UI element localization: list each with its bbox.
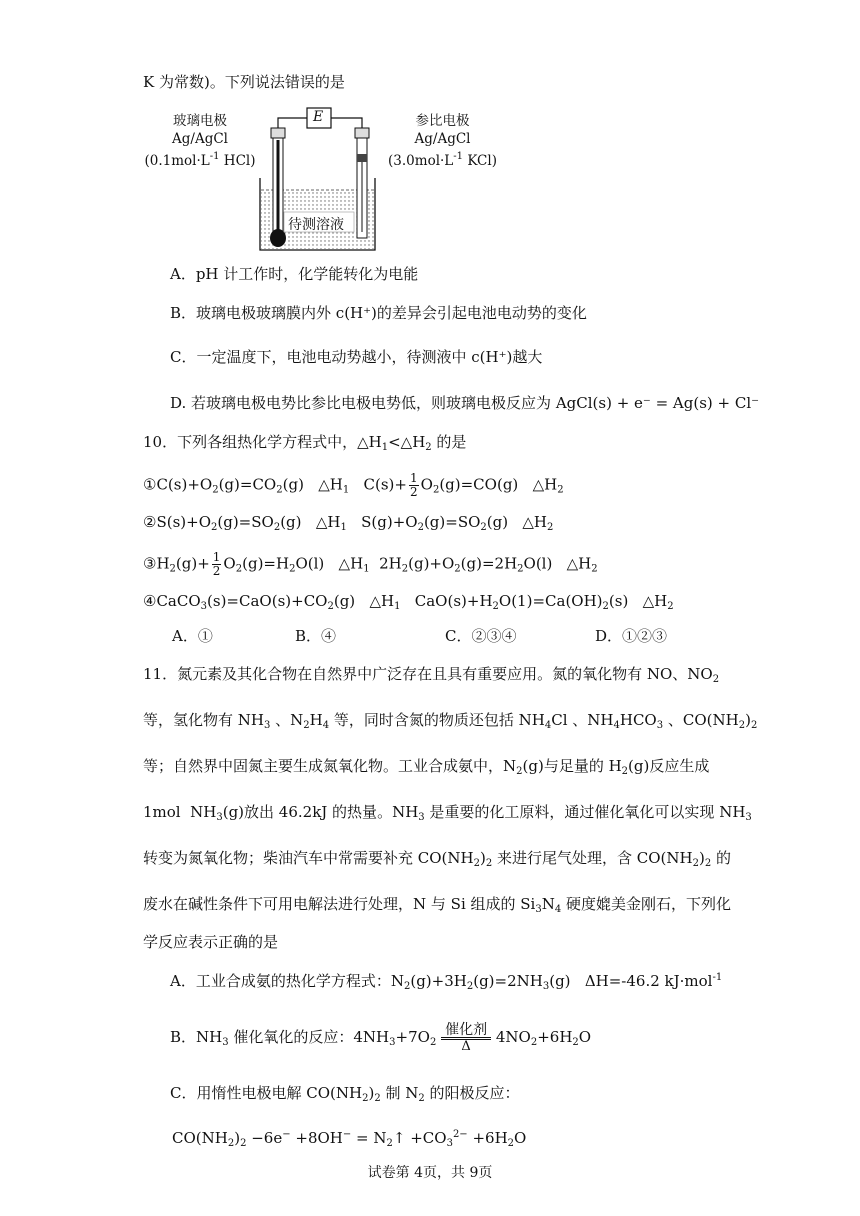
q11-line-2: 等，氢化物有 $NH_3$ 、$N_2H_4$ 等，同时含氮的物质还包括 $NH_4Cl$ 、$NH_4HCO_3$ 、$CO(NH_2)_2$ xyxy=(143,711,758,731)
q9-option-a: A．pH 计工作时，化学能转化为电能 xyxy=(170,265,419,283)
reference-electrode-label: 参比电极 Ag/AgCl ($3.0mol\cdot L^{-1}$ KCl) xyxy=(388,113,497,169)
q9-option-c: C．一定温度下，电池电动势越小，待测液中 c(H⁺)越大 xyxy=(170,348,543,366)
catalyst-arrow: 催化剂 Δ xyxy=(441,1023,491,1054)
q11-line-4: 1mol $NH_3(g)$放出 46.2kJ 的热量。$NH_3$ 是重要的化工原料，通过催化氧化可以实现 $NH_3$ xyxy=(143,803,752,823)
q10-row-2: $②S(s)+O_2(g)=SO_2(g)$ $\triangle H_1$ $S(g)+O_2(g)=SO_2(g)$ $\triangle H_2$ xyxy=(143,513,554,533)
q9-option-d: D. 若玻璃电极电势比参比电极电势低，则玻璃电极反应为 AgCl(s) + e⁻ = Ag(s) + Cl⁻ xyxy=(170,394,760,412)
q11-option-a: A．工业合成氨的热化学方程式：$N_2(g)+3H_2(g)=2NH_3(g)$ ΔH=-46.2 kJ·mol$^{-1}$ xyxy=(170,972,723,992)
q11-option-c: C．用惰性电极电解 $CO(NH_2)_2$ 制 $N_2$ 的阳极反应： xyxy=(170,1084,520,1104)
q10-row-3: $③H_2(g)+$ $\frac{1}{2}$ $O_2(g)=H_2O(l)$ $\triangle H_1$ $2H_2(g)+O_2(g)=2H_2O(l)$ $\triangle H_2$ xyxy=(143,550,598,578)
q11-line-1: 11．氮元素及其化合物在自然界中广泛存在且具有重要应用。氮的氧化物有 NO、$NO_2$ xyxy=(143,665,720,685)
q11-option-c-equation: $CO(NH_2)_2 -6e^- +8OH^-$ = $N_2↑ +CO_3^{2-} +6H_2O$ xyxy=(172,1129,527,1149)
solution-label: 待测溶液 xyxy=(288,217,344,233)
q10-row-1: $①C(s)+O_2(g)=CO_2(g)$ $\triangle H_1$ C(s)+ $\frac{1}{2}$ $O_2(g)=CO(g)$ $\triangle H_2$ xyxy=(143,471,564,499)
q9-option-b: B．玻璃电极玻璃膜内外 c(H⁺)的差异会引起电池电动势的变化 xyxy=(170,304,587,322)
q11-line-5: 转变为氮氧化物；柴油汽车中常需要补充 $CO(NH_2)_2$ 来进行尾气处理，含 $CO(NH_2)_2$ 的 xyxy=(143,849,731,869)
q10-option-d: D．①②③ xyxy=(595,627,668,645)
q10-row-4: $④CaCO_3(s)=CaO(s)+CO_2(g)$ $\triangle H_1$ $CaO(s)+H_2O(1)=Ca(OH)_2(s)$ $\triangle H_2$ xyxy=(143,592,674,612)
page-footer: 试卷第 4页，共 9页 xyxy=(367,1165,493,1181)
q11-line-7: 学反应表示正确的是 xyxy=(143,933,279,951)
meter-label: E xyxy=(313,109,324,125)
q10-option-c: C．②③④ xyxy=(445,627,517,645)
q10-option-a: A．① xyxy=(172,627,213,645)
q10-stem: 10．下列各组热化学方程式中，$\triangle H_1<\triangle H_2$ 的是 xyxy=(143,433,467,453)
q10-option-b: B．④ xyxy=(295,627,337,645)
q11-line-6: 废水在碱性条件下可用电解法进行处理，N 与 Si 组成的 $Si_3N_4$ 硬度媲美金刚石，下列化 xyxy=(143,895,732,915)
glass-electrode-label: 玻璃电极 Ag/AgCl ($0.1mol\cdot L^{-1}$ HCl) xyxy=(144,113,256,169)
intro-line: K 为常数)。下列说法错误的是 xyxy=(143,73,345,91)
q11-option-b: B．$NH_3$ 催化氧化的反应：$4NH_3+7O_2$ 催化剂 Δ $4NO_2+6H_2O$ xyxy=(170,1021,592,1054)
q11-line-3: 等；自然界中固氮主要生成氮氧化物。工业合成氨中，$N_2(g)$与足量的 $H_2(g)$反应生成 xyxy=(143,757,710,777)
electrode-figure xyxy=(140,100,500,260)
